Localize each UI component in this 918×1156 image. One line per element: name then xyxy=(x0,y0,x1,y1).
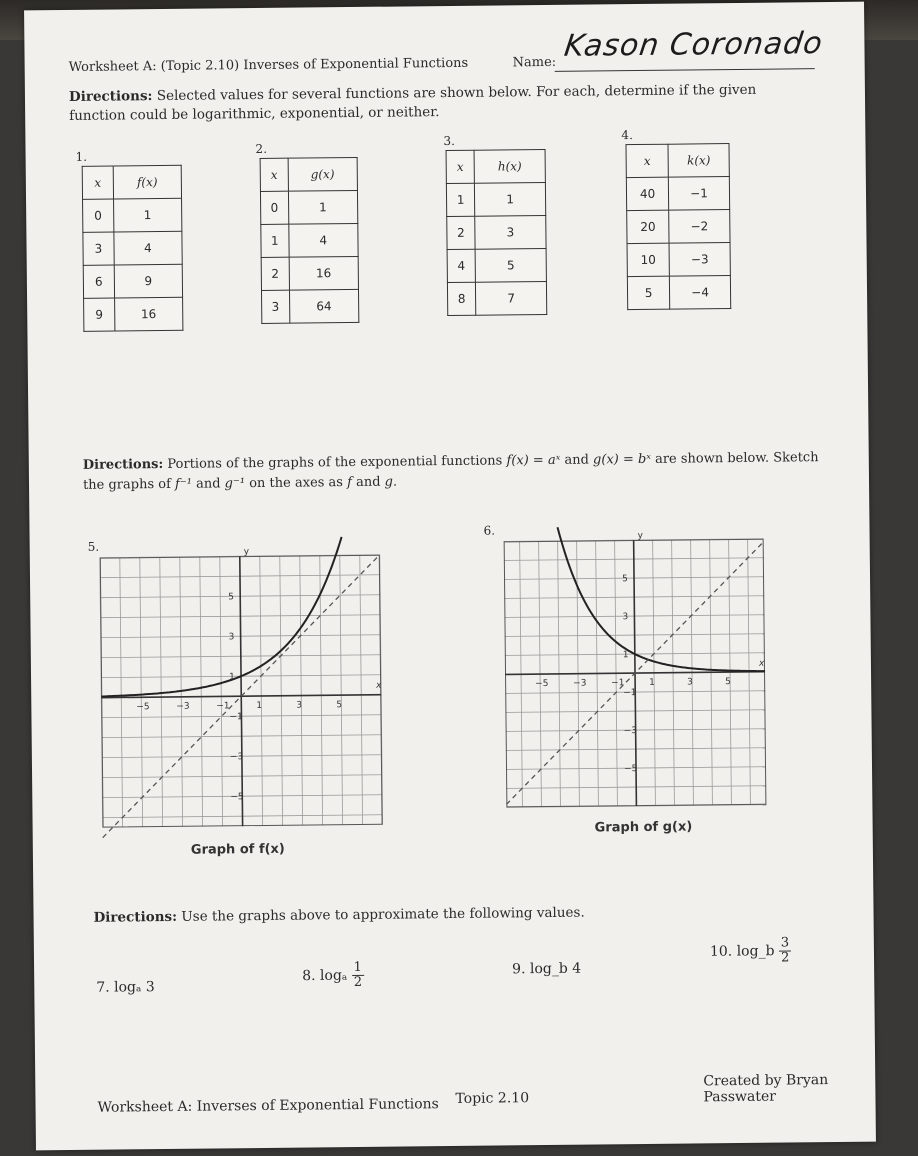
grid-line xyxy=(340,555,343,825)
fraction xyxy=(779,936,792,965)
graph-f xyxy=(100,547,383,828)
x-tick-label: −3 xyxy=(176,701,190,712)
question-10 xyxy=(710,936,792,966)
x-tick-label: −5 xyxy=(136,702,150,713)
table-cell: 2 xyxy=(447,216,475,249)
grid-line xyxy=(360,555,363,825)
table-1-header-x: x xyxy=(82,166,113,199)
f-definition: f(x) = aˣ xyxy=(506,452,561,469)
question-number: 7. xyxy=(96,979,110,996)
graph-g-x-label: x xyxy=(758,658,765,669)
question-expression: logₐ xyxy=(319,967,348,984)
graph-g-y-label: y xyxy=(637,530,643,542)
f-symbol: f xyxy=(347,475,352,491)
table-3-header-x: x xyxy=(446,150,474,183)
and-word: and xyxy=(195,476,221,492)
f-inverse: f⁻¹ xyxy=(174,476,192,492)
table-cell: 0 xyxy=(83,199,114,232)
directions-1-text: Selected values for several functions are shown below. For each, determine if the given function could be logarithmic, exponential, or neither. xyxy=(69,81,757,124)
g-symbol: g. xyxy=(384,474,398,490)
table-cell: 5 xyxy=(627,276,669,309)
graph-g-caption: Graph of g(x) xyxy=(594,819,693,836)
table-3 xyxy=(446,149,548,316)
graph-g xyxy=(504,530,767,808)
table-3-number: 3. xyxy=(443,133,455,149)
table-1 xyxy=(82,165,184,332)
graph-6-number: 6. xyxy=(483,523,496,538)
x-tick-label: −5 xyxy=(535,678,549,690)
table-2-header-x: x xyxy=(260,158,288,191)
question-expression: log_b 4 xyxy=(529,960,582,978)
table-1-number: 1. xyxy=(75,149,88,164)
table-2-header-fn: g(x) xyxy=(288,157,358,191)
directions-3 xyxy=(93,905,584,926)
worksheet-title: Worksheet A: (Topic 2.10) Inverses of Exponential Functions xyxy=(68,55,469,75)
name-label: Name: xyxy=(512,54,557,71)
footer-left: Worksheet A: Inverses of Exponential Functions xyxy=(97,1096,439,1116)
fraction-denominator: 2 xyxy=(780,950,790,966)
name-handwritten: Kason Coronado xyxy=(562,26,826,64)
and-word: and xyxy=(355,474,381,490)
x-tick-label: −1 xyxy=(216,701,230,712)
table-4 xyxy=(625,143,731,310)
fraction-numerator: 1 xyxy=(352,961,364,976)
table-cell: 7 xyxy=(476,281,547,315)
table-cell: 16 xyxy=(289,256,359,290)
table-cell: 6 xyxy=(83,265,114,298)
directions-3-text: Use the graphs above to approximate the following values. xyxy=(181,904,585,925)
x-tick-label: 1 xyxy=(649,677,655,688)
y-tick-label: −3 xyxy=(623,726,637,737)
directions-2-text-a: Portions of the graphs of the exponential functions xyxy=(167,453,503,472)
table-cell: 2 xyxy=(261,257,289,290)
table-3-header-fn: h(x) xyxy=(474,149,545,183)
y-tick-label: 1 xyxy=(228,672,235,683)
x-tick-label: −1 xyxy=(611,678,625,689)
y-tick-label: 3 xyxy=(622,612,629,623)
question-7 xyxy=(96,979,155,996)
table-cell: 9 xyxy=(114,264,183,298)
directions-2-text-c: on the axes as xyxy=(249,475,344,492)
x-tick-label: 5 xyxy=(725,677,731,688)
name-line xyxy=(555,68,815,72)
question-8 xyxy=(302,961,364,991)
y-tick-label: 5 xyxy=(621,574,628,585)
grid-line xyxy=(260,556,263,826)
grid-line xyxy=(200,557,203,827)
x-tick-label: −3 xyxy=(573,678,587,689)
table-cell: 3 xyxy=(83,232,114,265)
x-tick-label: 3 xyxy=(687,677,693,688)
table-cell: 1 xyxy=(113,198,182,232)
x-tick-label: 5 xyxy=(336,700,343,711)
y-tick-label: 5 xyxy=(228,592,234,603)
y-tick-label: 3 xyxy=(228,632,235,643)
table-4-number: 4. xyxy=(621,128,633,143)
graph-f-x-label: x xyxy=(376,680,382,691)
and-word: and xyxy=(564,452,589,468)
y-tick-label: −3 xyxy=(229,752,244,763)
question-number: 10. xyxy=(709,943,733,960)
question-9 xyxy=(512,961,581,978)
table-cell: 1 xyxy=(474,182,545,216)
table-2 xyxy=(260,157,360,324)
grid-line xyxy=(120,557,123,827)
y-tick-label: 1 xyxy=(622,650,629,661)
directions-1-label: Directions: xyxy=(68,88,153,105)
table-cell: 40 xyxy=(626,177,668,210)
directions-1 xyxy=(69,80,809,126)
table-cell: 10 xyxy=(627,243,669,276)
table-cell: 4 xyxy=(114,231,183,265)
g-inverse: g⁻¹ xyxy=(224,476,246,492)
table-cell: 1 xyxy=(446,183,474,216)
question-number: 9. xyxy=(512,961,526,978)
graph-f-y-label: y xyxy=(243,547,250,558)
table-cell: 5 xyxy=(475,248,546,282)
table-cell: 16 xyxy=(114,297,183,331)
fraction xyxy=(352,961,365,990)
question-number: 8. xyxy=(302,967,316,985)
graph-5-number: 5. xyxy=(87,539,100,554)
x-tick-label: 1 xyxy=(256,700,263,712)
x-tick-label: 3 xyxy=(296,700,303,711)
table-cell: 1 xyxy=(288,190,358,224)
fraction-numerator: 3 xyxy=(779,936,791,951)
question-expression: logₐ 3 xyxy=(114,979,155,996)
table-cell: 20 xyxy=(627,210,669,243)
table-2-number: 2. xyxy=(255,141,268,157)
table-cell: 8 xyxy=(447,282,475,315)
grid-line xyxy=(280,556,283,826)
fraction-denominator: 2 xyxy=(353,974,363,991)
question-expression: log_b xyxy=(736,943,775,960)
table-cell: 1 xyxy=(261,224,289,257)
graph-f-caption: Graph of f(x) xyxy=(190,841,285,858)
graph-g-curve xyxy=(557,525,765,673)
table-cell: 9 xyxy=(84,298,115,331)
directions-2-label: Directions: xyxy=(82,456,164,473)
g-definition: g(x) = bˣ xyxy=(592,451,651,468)
grid-line xyxy=(300,556,303,826)
worksheet-paper xyxy=(24,2,876,1151)
y-tick-label: −5 xyxy=(230,792,244,803)
table-4-header-fn: k(x) xyxy=(668,144,729,178)
directions-3-label: Directions: xyxy=(93,908,178,926)
directions-2-text-b: are shown below. Sketch the graphs of xyxy=(82,450,819,493)
y-tick-label: −5 xyxy=(623,764,638,775)
table-1-header-fn: f(x) xyxy=(113,165,182,199)
footer-credit: Created by Bryan Passwater xyxy=(703,1072,829,1106)
graph-f-y-axis xyxy=(240,556,243,826)
y-tick-label: −1 xyxy=(623,688,637,699)
table-cell: 4 xyxy=(288,223,358,257)
grid-line xyxy=(140,557,143,827)
table-cell: 4 xyxy=(447,249,475,282)
y-tick-label: −1 xyxy=(229,712,243,723)
table-cell: −1 xyxy=(668,177,729,211)
table-cell: 3 xyxy=(261,290,289,323)
table-cell: 64 xyxy=(289,289,359,323)
table-cell: −2 xyxy=(669,210,730,244)
table-cell: −3 xyxy=(669,243,730,277)
table-cell: −4 xyxy=(669,276,730,310)
table-cell: 0 xyxy=(260,191,288,224)
footer-topic: Topic 2.10 xyxy=(455,1090,530,1107)
table-4-header-x: x xyxy=(626,144,668,177)
table-cell: 3 xyxy=(475,215,546,249)
directions-2 xyxy=(83,448,843,496)
grid-line xyxy=(220,556,223,826)
